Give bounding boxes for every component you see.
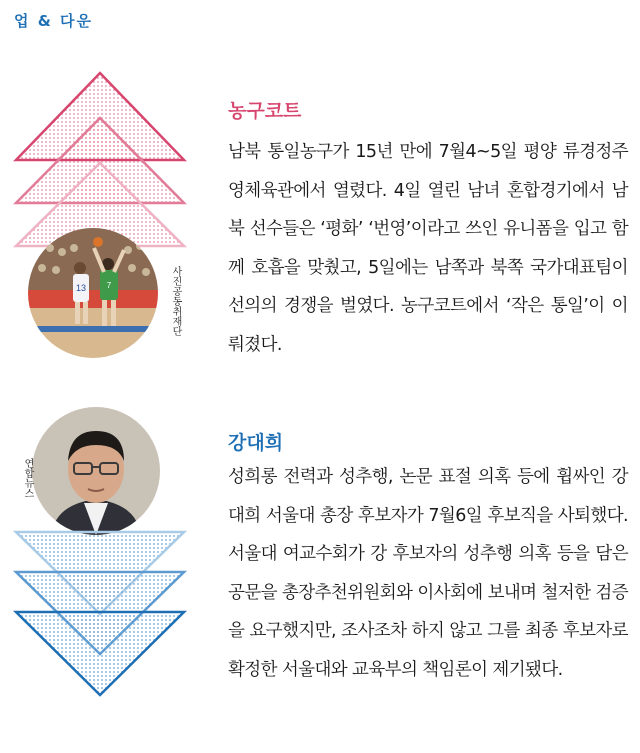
svg-text:13: 13 [75,283,87,293]
photo-credit: 사진공동취재단 [170,266,181,336]
portrait-photo [32,407,160,535]
down-triangles-graphic [12,522,192,702]
section-label: 업 & 다운 [14,12,93,30]
item-title: 강대희 [228,432,284,454]
svg-text:7: 7 [106,281,112,290]
photo-credit: 연합뉴스 [22,458,33,498]
item-body: 성희롱 전력과 성추행, 논문 표절 의혹 등에 휩싸인 강대희 서울대 총장 후보자가 7월6일 후보직을 사퇴했다. 서울대 여교수회가 강 후보자의 성추행 의혹 등을 담은 공문을 총장추천위원회와 이사회에 보내며 철저한 검증을 요구했지만, 조사조차 하지 않고 그를 최종 후보자로 확정한 서울대와 교육부의 책임론이 제기됐다. [228,467,628,680]
item-body: 남북 통일농구가 15년 만에 7월4~5일 평양 류경정주영체육관에서 열렸다. 4일 열린 남녀 혼합경기에서 남북 선수들은 ‘평화’ ‘번영’이라고 쓰인 유니폼을 입고 함께 호흡을 맞췄고, 5일에는 남쪽과 북쪽 국가대표팀이 선의의 경쟁을 벌였다. 농구코트에서 ‘작은 통일’이 이뤄졌다. [228,142,628,355]
basketball-photo [28,228,158,358]
item-title: 농구코트 [228,100,302,122]
